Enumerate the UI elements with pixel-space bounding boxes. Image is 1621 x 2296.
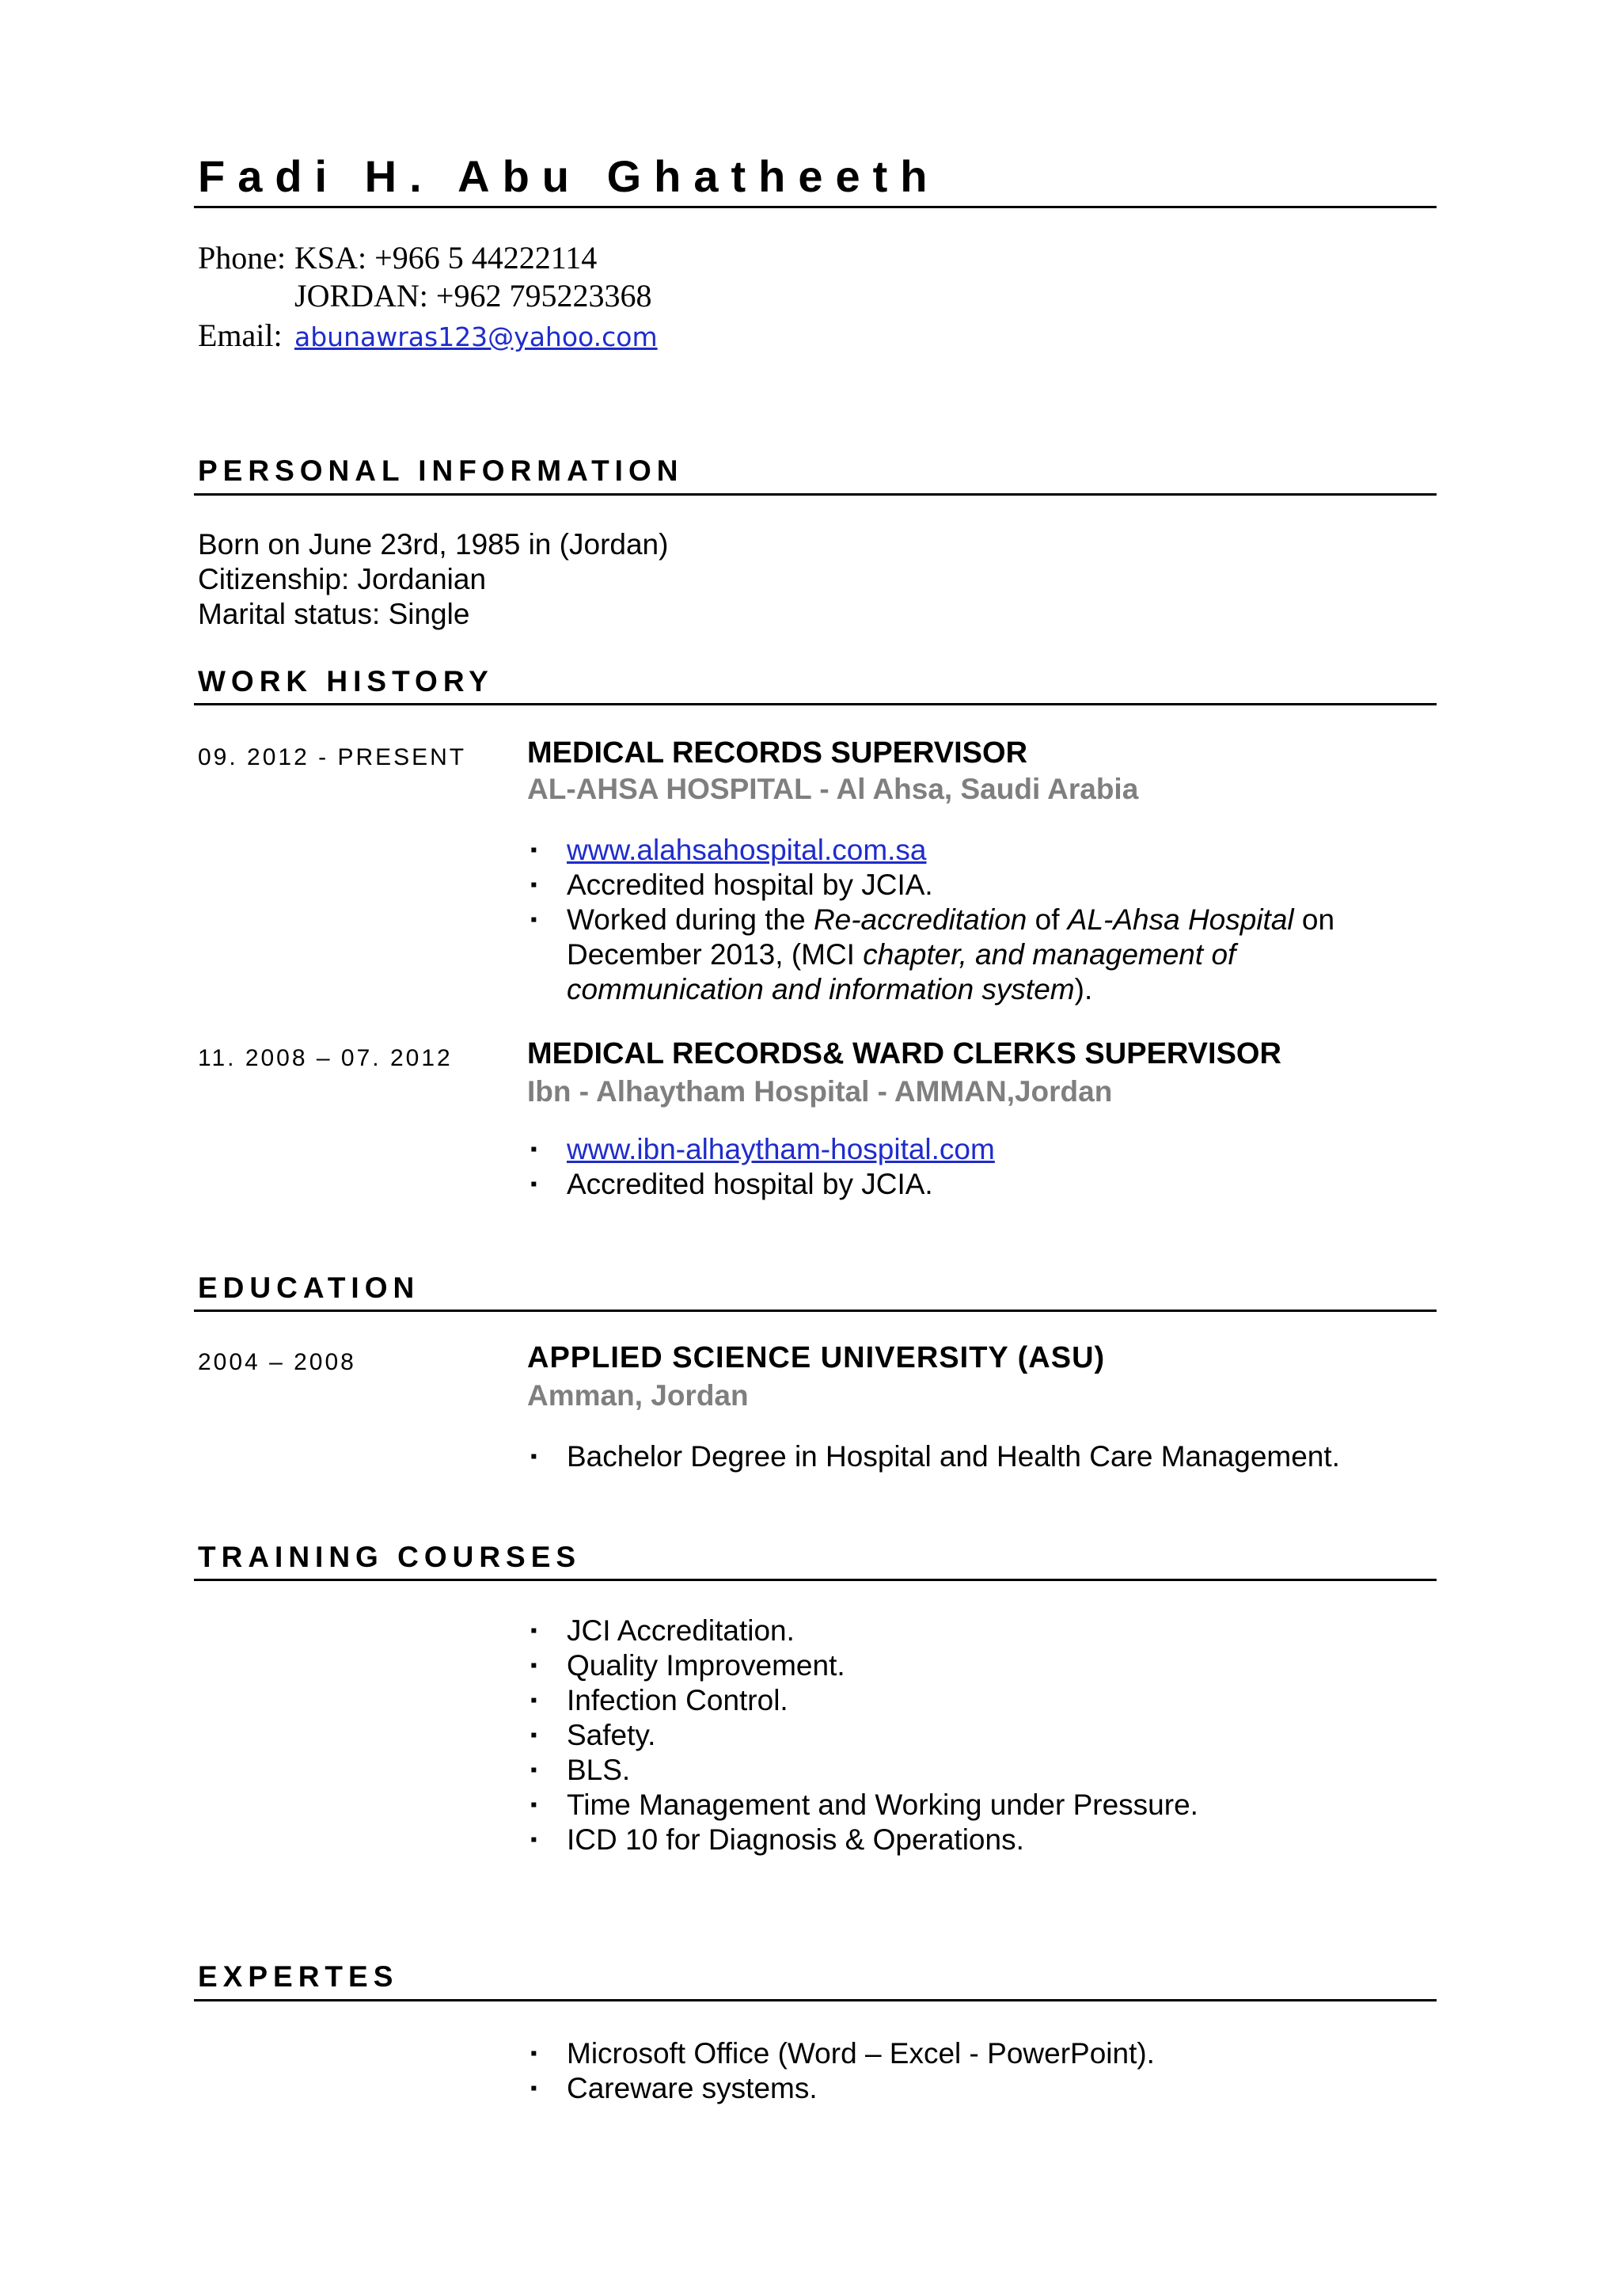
personal-marital: Marital status: Single <box>198 598 470 630</box>
job2-organization: Ibn - Alhaytham Hospital - AMMAN,Jordan <box>527 1075 1113 1108</box>
section-rule-expertise <box>194 1999 1437 2001</box>
list-item: ▪ BLS. <box>530 1754 631 1786</box>
education-school: APPLIED SCIENCE UNIVERSITY (ASU) <box>527 1341 1106 1374</box>
list-item-continued: December 2013, (MCI chapter, and management of <box>567 938 1236 971</box>
job2-date: 11. 2008 – 07. 2012 <box>198 1045 453 1071</box>
job2-bullets <box>527 1132 995 1202</box>
education-location: Amman, Jordan <box>527 1379 749 1412</box>
section-rule-personal <box>194 493 1437 496</box>
phone-label: Phone: <box>198 240 287 276</box>
list-item: ▪ Accredited hospital by JCIA. <box>530 1168 933 1200</box>
education-bullets <box>527 1439 1340 1474</box>
phone-ksa-line <box>198 239 597 276</box>
list-item: ▪ Accredited hospital by JCIA. <box>530 869 933 901</box>
job1-organization: AL-AHSA HOSPITAL - Al Ahsa, Saudi Arabia <box>527 773 1139 805</box>
email-link[interactable]: abunawras123@yahoo.com <box>294 321 658 352</box>
education-date: 2004 – 2008 <box>198 1349 356 1375</box>
list-item: ▪ JCI Accreditation. <box>530 1614 795 1647</box>
section-rule-work <box>194 703 1437 705</box>
job1-bullets <box>527 833 1334 1007</box>
section-title-work: WORK HISTORY <box>198 665 494 698</box>
list-item: ▪ Time Management and Working under Pressure. <box>530 1789 1198 1821</box>
expertise-list <box>527 2036 1155 2106</box>
section-title-education: EDUCATION <box>198 1272 420 1304</box>
training-list <box>527 1614 1198 1857</box>
bullet-glyph: ▪ <box>530 1446 537 1467</box>
phone-jordan-line <box>198 277 651 314</box>
bullet-glyph: ▪ <box>530 874 537 895</box>
bullet-glyph: ▪ <box>530 1138 537 1160</box>
list-item: ▪ Quality Improvement. <box>530 1649 845 1682</box>
bullet-glyph: ▪ <box>530 909 537 930</box>
job2-position: MEDICAL RECORDS& WARD CLERKS SUPERVISOR <box>527 1037 1281 1070</box>
list-item: ▪ Careware systems. <box>530 2072 818 2104</box>
list-item: ▪ Infection Control. <box>530 1684 788 1716</box>
bullet-glyph: ▪ <box>530 1173 537 1195</box>
job2-website-link[interactable]: www.ibn-alhaytham-hospital.com <box>567 1133 995 1165</box>
phone-ksa: KSA: +966 5 44222114 <box>294 240 598 276</box>
list-item <box>527 833 1334 868</box>
personal-born: Born on June 23rd, 1985 in (Jordan) <box>198 528 669 561</box>
list-item: ▪ ICD 10 for Diagnosis & Operations. <box>530 1823 1024 1856</box>
job1-date: 09. 2012 - PRESENT <box>198 744 467 770</box>
list-item: ▪ Bachelor Degree in Hospital and Health Care Management. <box>530 1440 1340 1473</box>
list-item: ▪ Microsoft Office (Word – Excel - PowerPoint). <box>530 2037 1155 2070</box>
list-item: ▪ Worked during the Re-accreditation of AL-Ahsa Hospital on <box>530 903 1335 936</box>
section-title-expertise: EXPERTES <box>198 1960 399 1993</box>
section-rule-training <box>194 1579 1437 1581</box>
list-item: ▪ Safety. <box>530 1719 656 1751</box>
header-rule <box>194 206 1437 208</box>
bullet-glyph: ▪ <box>530 839 537 861</box>
candidate-name: Fadi H. Abu Ghatheeth <box>198 151 940 201</box>
list-item-continued: communication and information system). <box>567 973 1093 1005</box>
personal-citizenship: Citizenship: Jordanian <box>198 563 487 595</box>
section-title-training: TRAINING COURSES <box>198 1541 582 1573</box>
section-title-personal: PERSONAL INFORMATION <box>198 454 684 487</box>
list-item <box>527 1132 995 1167</box>
phone-jordan: JORDAN: +962 795223368 <box>294 278 652 314</box>
email-label: Email: <box>198 317 283 353</box>
job1-website-link[interactable]: www.alahsahospital.com.sa <box>567 834 927 866</box>
email-line <box>198 317 658 354</box>
job1-position: MEDICAL RECORDS SUPERVISOR <box>527 736 1028 770</box>
section-rule-education <box>194 1310 1437 1312</box>
